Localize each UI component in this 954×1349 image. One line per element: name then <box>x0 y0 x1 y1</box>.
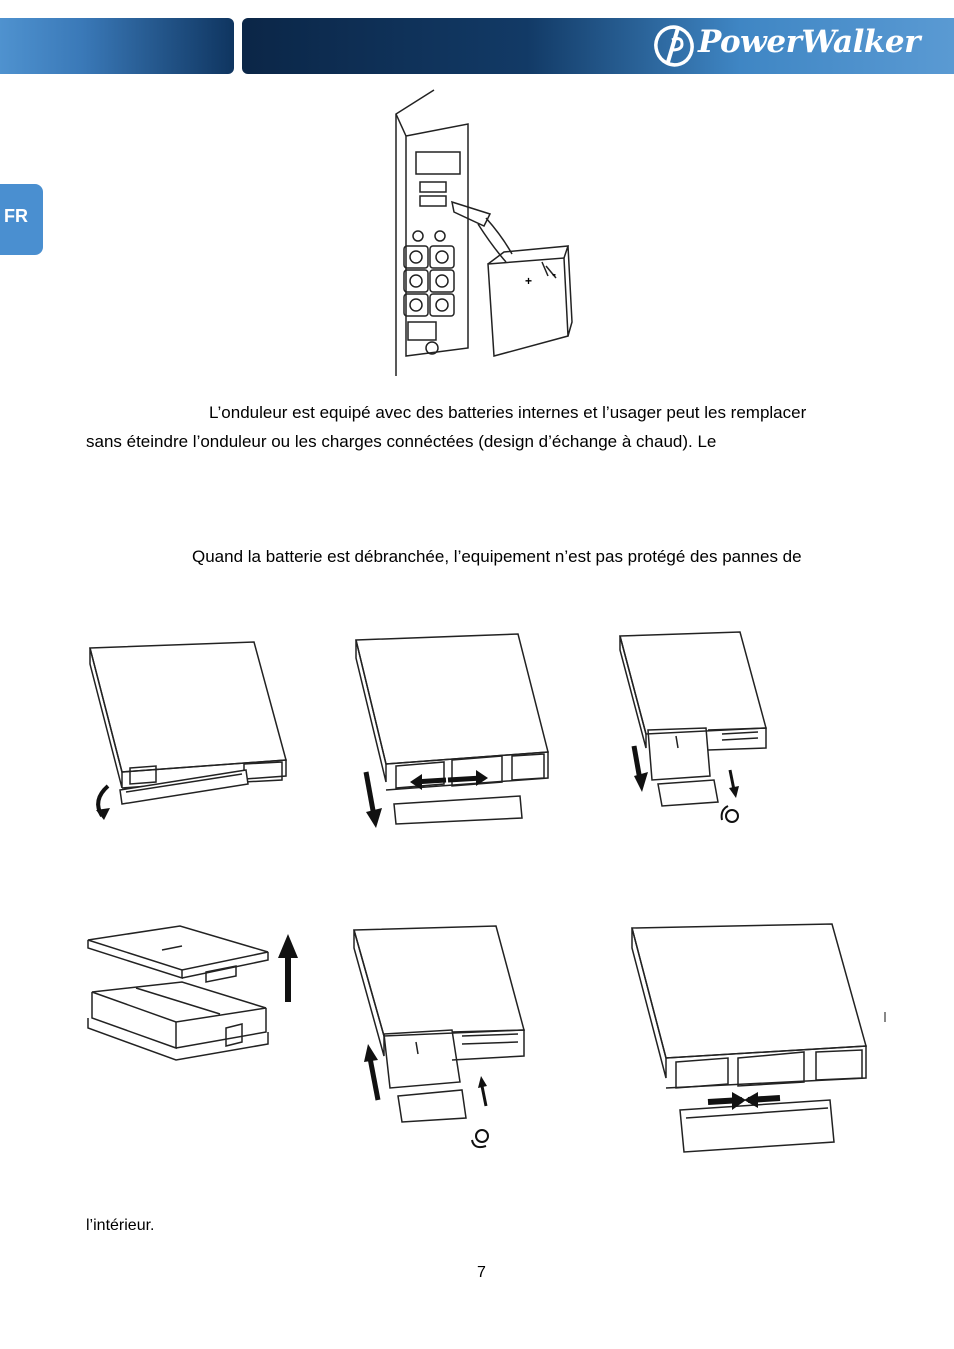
paragraph-3-line-1: l’intérieur. <box>86 1217 155 1234</box>
step-4-lift-battery-cover <box>86 924 306 1069</box>
language-tab <box>0 184 43 255</box>
brand-logo <box>652 22 952 70</box>
brand-name: PowerWalker <box>698 24 920 60</box>
step-6-reattach-front-panel <box>628 922 888 1161</box>
language-tab-label: FR <box>4 206 28 226</box>
svg-text:-: - <box>552 267 556 281</box>
paragraph-1-line-1: L’onduleur est equipé avec des batteries internes et l’usager peut les remplacer <box>209 403 807 422</box>
power-logo-icon <box>652 22 698 68</box>
ups-tower-external-battery-diagram <box>392 86 582 383</box>
paragraph-2-line-1: Quand la batterie est débranchée, l’equipement n’est pas protégé des pannes de <box>192 547 802 566</box>
paragraph-1-line-2: sans éteindre l’onduleur ou les charges connéctées (design d’échange à chaud). Le <box>86 432 717 451</box>
step-5-insert-battery-tray <box>352 924 532 1159</box>
header-bar-left <box>0 18 234 74</box>
step-3-unscrew-battery-tray <box>618 630 778 835</box>
step-2-unplug-battery-connector <box>352 632 552 837</box>
svg-text:+: + <box>525 274 533 288</box>
page-number: 7 <box>477 1264 486 1281</box>
step-1-remove-front-panel <box>86 640 296 825</box>
